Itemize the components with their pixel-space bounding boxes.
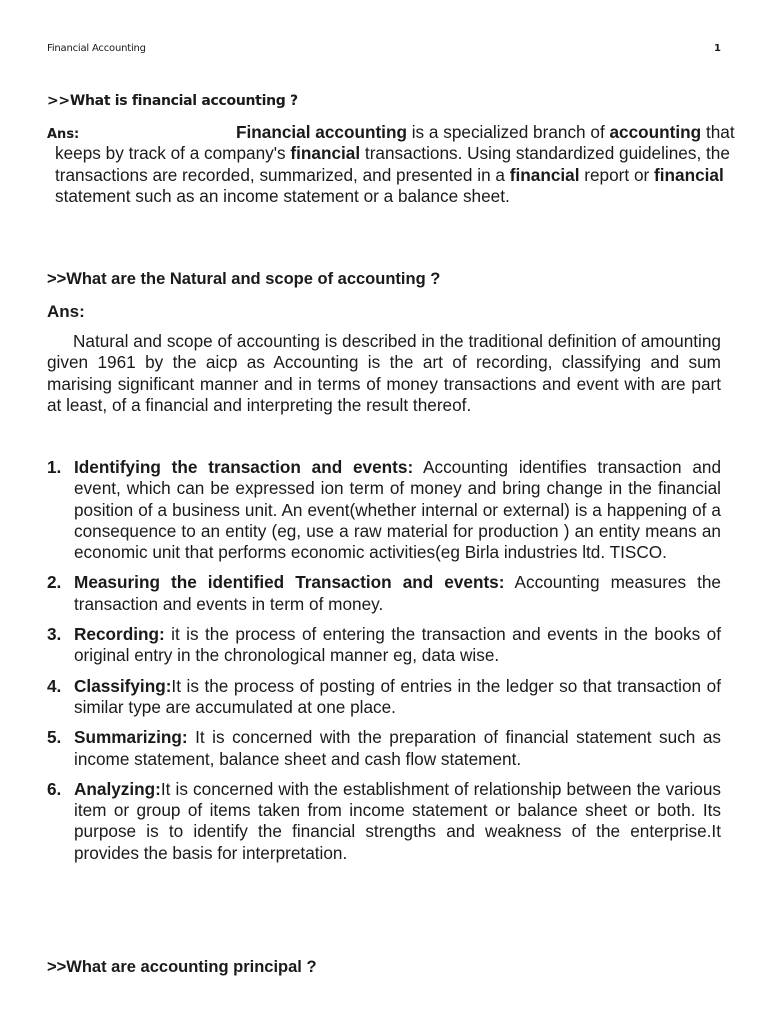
list-item-text: It is the process of posting of entries in the ledger so that transaction of similar type are accumulated at one place.: [74, 675, 721, 717]
list-item-number: 1.: [47, 457, 62, 477]
list-item-term: Summarizing:: [74, 727, 188, 748]
list-item-number: 2.: [47, 572, 62, 593]
list-item-number: 6.: [47, 778, 62, 799]
term-financial: financial: [290, 143, 361, 164]
question-3-heading: >>What are accounting principal ?: [47, 958, 317, 976]
term-accounting: accounting: [609, 122, 702, 142]
list-item-number: 5.: [47, 727, 62, 748]
list-item: [47, 572, 721, 615]
header-title: Financial Accounting: [47, 43, 146, 54]
list-item: [47, 676, 721, 719]
answer-1-text: transactions. Using standardized guidelines, the transactions are recorded, summarized, and presented in a: [55, 143, 730, 185]
list-item-number: 4.: [47, 675, 62, 696]
list-item: [47, 457, 721, 563]
list-item-term: Classifying:: [74, 675, 172, 696]
list-item-term: Measuring the identified Transaction and events:: [74, 572, 505, 593]
list-item: [47, 727, 721, 770]
term-financial: financial: [509, 164, 580, 185]
answer-1-text: statement such as an income statement or a balance sheet.: [55, 185, 510, 206]
term-financial-accounting: Financial accounting: [236, 122, 407, 142]
answer-1-paragraph: [55, 122, 735, 207]
question-2-heading: >>What are the Natural and scope of accounting ?: [47, 270, 441, 288]
list-item-text: it is the process of entering the transaction and events in the books of original entry in the chronological manner eg, data wise.: [74, 624, 721, 666]
answer-2-label: Ans:: [47, 302, 85, 321]
answer-1-text: report or: [579, 164, 655, 185]
accounting-steps-list: [47, 457, 721, 873]
answer-1-text: is a specialized branch of: [406, 122, 610, 142]
list-item-number: 3.: [47, 624, 62, 645]
page-number: 1: [714, 43, 721, 54]
question-1-heading: >>What is financial accounting ?: [47, 93, 298, 109]
list-item: [47, 779, 721, 864]
page-header: [47, 43, 721, 57]
list-item: [47, 624, 721, 667]
list-item-term: Identifying the transaction and events:: [74, 457, 414, 477]
list-item-term: Analyzing:: [74, 778, 161, 799]
answer-2-paragraph: Natural and scope of accounting is described in the traditional definition of amounting given 1961 by the aicp as Accounting is the art of recording, classifying and sum marising significant manner and in terms of money transactions and event with are part at least, of a financial and interpreting the result thereof.: [47, 331, 721, 415]
list-item-term: Recording:: [74, 624, 165, 645]
term-financial: financial: [654, 164, 724, 185]
list-item-text: Accounting identifies transaction and event, which can be expressed ion term of money and bring change in the financial position of a business unit. An event(whether internal or external) is a happening of a consequence to an entity (eg, use a raw material for production ) an entity means an economic unit that performs economic activities(eg Birla industries ltd. TISCO.: [74, 457, 721, 563]
list-item-text: It is concerned with the preparation of financial statement such as income statement, balance sheet and cash flow statement.: [74, 727, 721, 769]
answer-1-label: Ans:: [47, 127, 80, 142]
answer-1-text: that keeps by track of a company's: [55, 122, 735, 164]
list-item-text: Accounting measures the transaction and events in term of money.: [74, 572, 721, 614]
list-item-text: It is concerned with the establishment of relationship between the various item or group of items taken from income statement or balance sheet or both. Its purpose is to identify the financial strengths and weakness of the enterprise.It provides the basis for interpretation.: [74, 778, 721, 863]
